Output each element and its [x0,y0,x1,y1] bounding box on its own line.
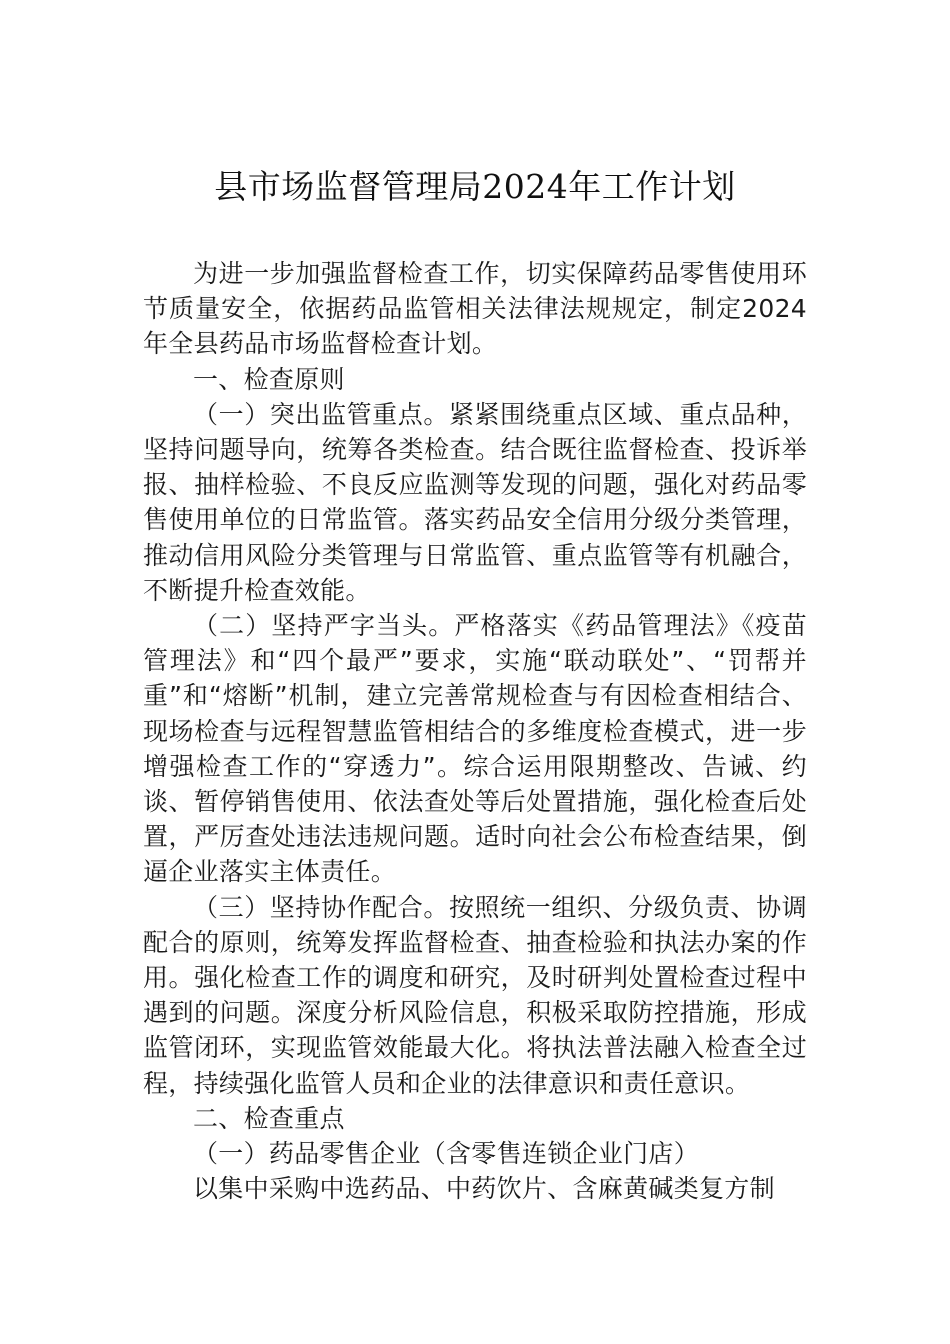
subsection-heading-retail: （一）药品零售企业（含零售连锁企业门店） [193,1139,700,1169]
intro-paragraph: 为进一步加强监督检查工作，切实保障药品零售使用环节质量安全，依据药品监管相关法律法规规定，制定2024年全县药品市场监督检查计划。 [143,259,807,359]
principle-paragraph-3: （三）坚持协作配合。按照统一组织、分级负责、协调配合的原则，统筹发挥监督检查、抽查检验和执法办案的作用。强化检查工作的调度和研究，及时研判处置检查过程中遇到的问题。深度分析风险信息，积极采取防控措施，形成监管闭环，实现监管效能最大化。将执法普法融入检查全过程，持续强化监管人员和企业的法律意识和责任意识。 [143,892,807,1098]
retail-paragraph: 以集中采购中选药品、中药饮片、含麻黄碱类复方制 [193,1174,775,1204]
principle-paragraph-2: （二）坚持严字当头。严格落实《药品管理法》《疫苗管理法》和“四个最严”要求，实施“联动联处”、“罚帮并重”和“熔断”机制，建立完善常规检查与有因检查相结合、现场检查与远程智慧监管相结合的多维度检查模式，进一步增强检查工作的“穿透力”。综合运用限期整改、告诫、约谈、暂停销售使用、依法查处等后处置措施，强化检查后处置，严厉查处违法违规问题。适时向社会公布检查结果，倒逼企业落实主体责任。 [143,611,807,887]
document-body [143,256,807,1206]
section-heading-focus: 二、检查重点 [193,1103,345,1133]
section-heading-principles: 一、检查原则 [193,364,345,394]
principle-paragraph-1: （一）突出监管重点。紧紧围绕重点区域、重点品种，坚持问题导向，统筹各类检查。结合既往监督检查、投诉举报、抽样检验、不良反应监测等发现的问题，强化对药品零售使用单位的日常监管。落实药品安全信用分级分类管理，推动信用风险分类管理与日常监管、重点监管等有机融合，不断提升检查效能。 [143,399,807,605]
document-title: 县市场监督管理局2024年工作计划 [214,167,736,206]
